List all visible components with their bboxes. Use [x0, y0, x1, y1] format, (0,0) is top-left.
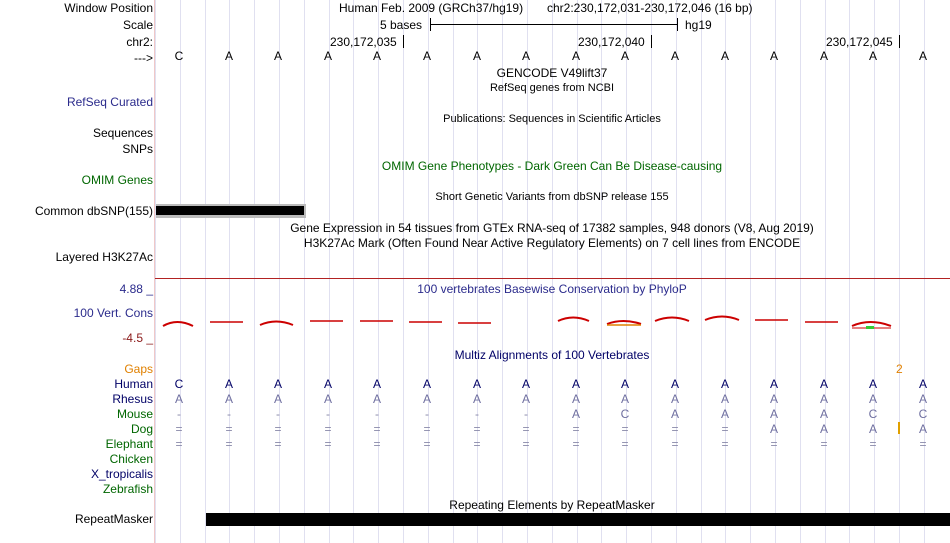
strand-label: --->: [134, 51, 153, 65]
aligned-base: =: [373, 437, 381, 451]
sequence-base: A: [769, 49, 778, 63]
cons-min-label: -4.5 _: [122, 331, 153, 345]
grid-line: [651, 0, 652, 543]
aligned-base: A: [174, 392, 183, 406]
aligned-base: A: [769, 422, 778, 436]
aligned-base: -: [475, 407, 479, 421]
scale-label: Scale: [122, 18, 153, 32]
assembly-title: Human Feb. 2009 (GRCh37/hg19): [339, 1, 524, 15]
dbsnp-track-label[interactable]: Common dbSNP(155): [34, 204, 153, 218]
aligned-base: =: [225, 437, 233, 451]
grid-line: [378, 0, 379, 543]
aligned-base: =: [175, 422, 183, 436]
aligned-base: =: [324, 437, 332, 451]
aligned-base: =: [671, 437, 679, 451]
grid-line: [924, 0, 925, 543]
species-label[interactable]: Zebrafish: [102, 482, 153, 496]
species-label[interactable]: Chicken: [109, 452, 153, 466]
grid-line: [403, 0, 404, 543]
dbsnp-track-title[interactable]: Short Genetic Variants from dbSNP release 155: [435, 191, 669, 203]
species-label[interactable]: Mouse: [116, 407, 153, 421]
grid-line: [899, 0, 900, 543]
aligned-base: A: [819, 392, 828, 406]
insertion-marker: [898, 422, 900, 434]
gtex-track-title[interactable]: Gene Expression in 54 tissues from GTEx RNA-seq of 17382 samples, 948 donors (V8, Aug 2019): [290, 221, 814, 235]
aligned-base: =: [423, 422, 431, 436]
aligned-base: =: [373, 422, 381, 436]
sequence-base: C: [174, 49, 184, 63]
sequence-base: A: [620, 49, 629, 63]
sequences-track-label[interactable]: Sequences: [92, 126, 153, 140]
scale-text: 5 bases: [380, 18, 423, 32]
aligned-base: A: [868, 377, 877, 391]
publications-track-title[interactable]: Publications: Sequences in Scientific Articles: [443, 113, 661, 125]
aligned-base: A: [571, 407, 580, 421]
aligned-base: =: [274, 437, 282, 451]
grid-line: [800, 0, 801, 543]
grid-line: [453, 0, 454, 543]
sequence-base: A: [868, 49, 877, 63]
repeatmasker-feature[interactable]: [206, 513, 950, 526]
sequence-base: A: [273, 49, 282, 63]
aligned-base: =: [473, 437, 481, 451]
refseq-track-label[interactable]: RefSeq Curated: [66, 95, 153, 109]
aligned-base: A: [224, 377, 233, 391]
aligned-base: A: [868, 422, 877, 436]
species-label[interactable]: Rhesus: [112, 392, 153, 406]
aligned-base: -: [375, 407, 379, 421]
aligned-base: C: [174, 377, 184, 391]
ruler-tick-label: 230,172,040: [578, 35, 645, 49]
aligned-base: A: [819, 422, 828, 436]
grid-line: [279, 0, 280, 543]
aligned-base: A: [720, 392, 729, 406]
aligned-base: =: [324, 422, 332, 436]
aligned-base: =: [770, 437, 778, 451]
chr-label: chr2:: [126, 35, 153, 49]
aligned-base: =: [869, 437, 877, 451]
grid-line: [775, 0, 776, 543]
window-position-label: Window Position: [64, 1, 153, 15]
aligned-base: =: [671, 422, 679, 436]
aligned-base: -: [276, 407, 280, 421]
grid-line: [676, 0, 677, 543]
aligned-base: A: [571, 377, 580, 391]
sequence-base: A: [720, 49, 729, 63]
ruler-tick: [899, 35, 900, 48]
aligned-base: A: [372, 377, 381, 391]
sequence-base: A: [224, 49, 233, 63]
grid-line: [180, 0, 181, 543]
aligned-base: =: [721, 437, 729, 451]
aligned-base: -: [227, 407, 231, 421]
aligned-base: =: [820, 437, 828, 451]
aligned-base: =: [621, 422, 629, 436]
grid-line: [874, 0, 875, 543]
aligned-base: A: [472, 392, 481, 406]
grid-line: [229, 0, 230, 543]
sequence-base: A: [472, 49, 481, 63]
sequence-base: A: [521, 49, 530, 63]
ruler-tick: [651, 35, 652, 48]
sequence-base: A: [918, 49, 927, 63]
repeatmasker-track-label[interactable]: RepeatMasker: [74, 512, 153, 526]
position-readout: chr2:230,172,031-230,172,046 (16 bp): [547, 1, 753, 15]
aligned-base: =: [572, 437, 580, 451]
phylop-track-title[interactable]: 100 vertebrates Basewise Conservation by PhyloP: [417, 282, 687, 296]
h3k27ac-track-title[interactable]: H3K27Ac Mark (Often Found Near Active Regulatory Elements) on 7 cell lines from ENCODE: [303, 236, 801, 250]
sequence-base: A: [372, 49, 381, 63]
sequence-base: A: [819, 49, 828, 63]
aligned-base: A: [769, 392, 778, 406]
aligned-base: A: [620, 392, 629, 406]
repeatmasker-track-title[interactable]: Repeating Elements by RepeatMasker: [449, 498, 655, 512]
grid-line: [205, 0, 206, 543]
aligned-base: =: [423, 437, 431, 451]
aligned-base: =: [522, 437, 530, 451]
aligned-base: A: [620, 377, 629, 391]
refseq-track-title[interactable]: RefSeq genes from NCBI: [489, 82, 615, 94]
grid-line: [701, 0, 702, 543]
sequence-base: A: [670, 49, 679, 63]
aligned-base: A: [868, 392, 877, 406]
aligned-base: A: [670, 392, 679, 406]
aligned-base: A: [720, 377, 729, 391]
aligned-base: A: [769, 407, 778, 421]
grid-line: [155, 0, 156, 543]
aligned-base: A: [819, 377, 828, 391]
grid-line: [626, 0, 627, 543]
omim-track-title[interactable]: OMIM Gene Phenotypes - Dark Green Can Be Disease-causing: [381, 159, 723, 173]
grid-line: [353, 0, 354, 543]
scale-db: hg19: [685, 18, 712, 32]
grid-line: [725, 0, 726, 543]
cons-max-label: 4.88 _: [119, 282, 153, 296]
grid-line: [477, 0, 478, 543]
aligned-base: A: [670, 377, 679, 391]
aligned-base: A: [422, 392, 431, 406]
aligned-base: C: [918, 407, 928, 421]
aligned-base: A: [918, 392, 927, 406]
cons-track-label[interactable]: 100 Vert. Cons: [73, 306, 153, 320]
omim-track-label[interactable]: OMIM Genes: [81, 173, 153, 187]
grid-line: [849, 0, 850, 543]
aligned-base: -: [326, 407, 330, 421]
aligned-base: A: [422, 377, 431, 391]
multiz-track-title[interactable]: Multiz Alignments of 100 Vertebrates: [454, 348, 650, 362]
grid-line: [825, 0, 826, 543]
aligned-base: =: [621, 437, 629, 451]
gencode-track-title[interactable]: GENCODE V49lift37: [496, 66, 608, 80]
aligned-base: =: [473, 422, 481, 436]
grid-line: [254, 0, 255, 543]
aligned-base: A: [521, 377, 530, 391]
aligned-base: A: [521, 392, 530, 406]
ruler-tick-label: 230,172,035: [330, 35, 397, 49]
aligned-base: A: [918, 377, 927, 391]
aligned-base: A: [323, 392, 332, 406]
snps-track-label[interactable]: SNPs: [122, 142, 153, 156]
gaps-label: Gaps: [124, 362, 153, 376]
aligned-base: =: [919, 437, 927, 451]
aligned-base: =: [225, 422, 233, 436]
aligned-base: A: [472, 377, 481, 391]
h3k27ac-track-label[interactable]: Layered H3K27Ac: [55, 250, 153, 264]
aligned-base: C: [868, 407, 878, 421]
phylop-wiggle[interactable]: [155, 306, 950, 336]
aligned-base: A: [273, 392, 282, 406]
aligned-base: =: [572, 422, 580, 436]
aligned-base: -: [425, 407, 429, 421]
species-label[interactable]: Elephant: [105, 437, 153, 451]
grid-line: [750, 0, 751, 543]
grid-line: [304, 0, 305, 543]
aligned-base: =: [175, 437, 183, 451]
aligned-base: -: [524, 407, 528, 421]
sequence-base: A: [571, 49, 580, 63]
track-divider: [155, 278, 950, 279]
aligned-base: =: [522, 422, 530, 436]
sequence-base: A: [422, 49, 431, 63]
aligned-base: A: [769, 377, 778, 391]
aligned-base: A: [273, 377, 282, 391]
gaps-marker: 2: [896, 362, 903, 376]
aligned-base: A: [571, 392, 580, 406]
aligned-base: A: [372, 392, 381, 406]
sequence-base: A: [323, 49, 332, 63]
label-column-border: [154, 0, 155, 543]
aligned-base: -: [177, 407, 181, 421]
ruler-tick: [403, 35, 404, 48]
aligned-base: A: [224, 392, 233, 406]
species-label[interactable]: Dog: [130, 422, 153, 436]
aligned-base: A: [323, 377, 332, 391]
grid-line: [428, 0, 429, 543]
aligned-base: =: [721, 422, 729, 436]
species-label[interactable]: Human: [114, 377, 153, 391]
aligned-base: =: [274, 422, 282, 436]
aligned-base: A: [819, 407, 828, 421]
aligned-base: A: [720, 407, 729, 421]
grid-line: [329, 0, 330, 543]
species-label[interactable]: X_tropicalis: [90, 467, 153, 481]
aligned-base: A: [670, 407, 679, 421]
ruler-tick-label: 230,172,045: [826, 35, 893, 49]
aligned-base: C: [620, 407, 630, 421]
aligned-base: A: [918, 422, 927, 436]
